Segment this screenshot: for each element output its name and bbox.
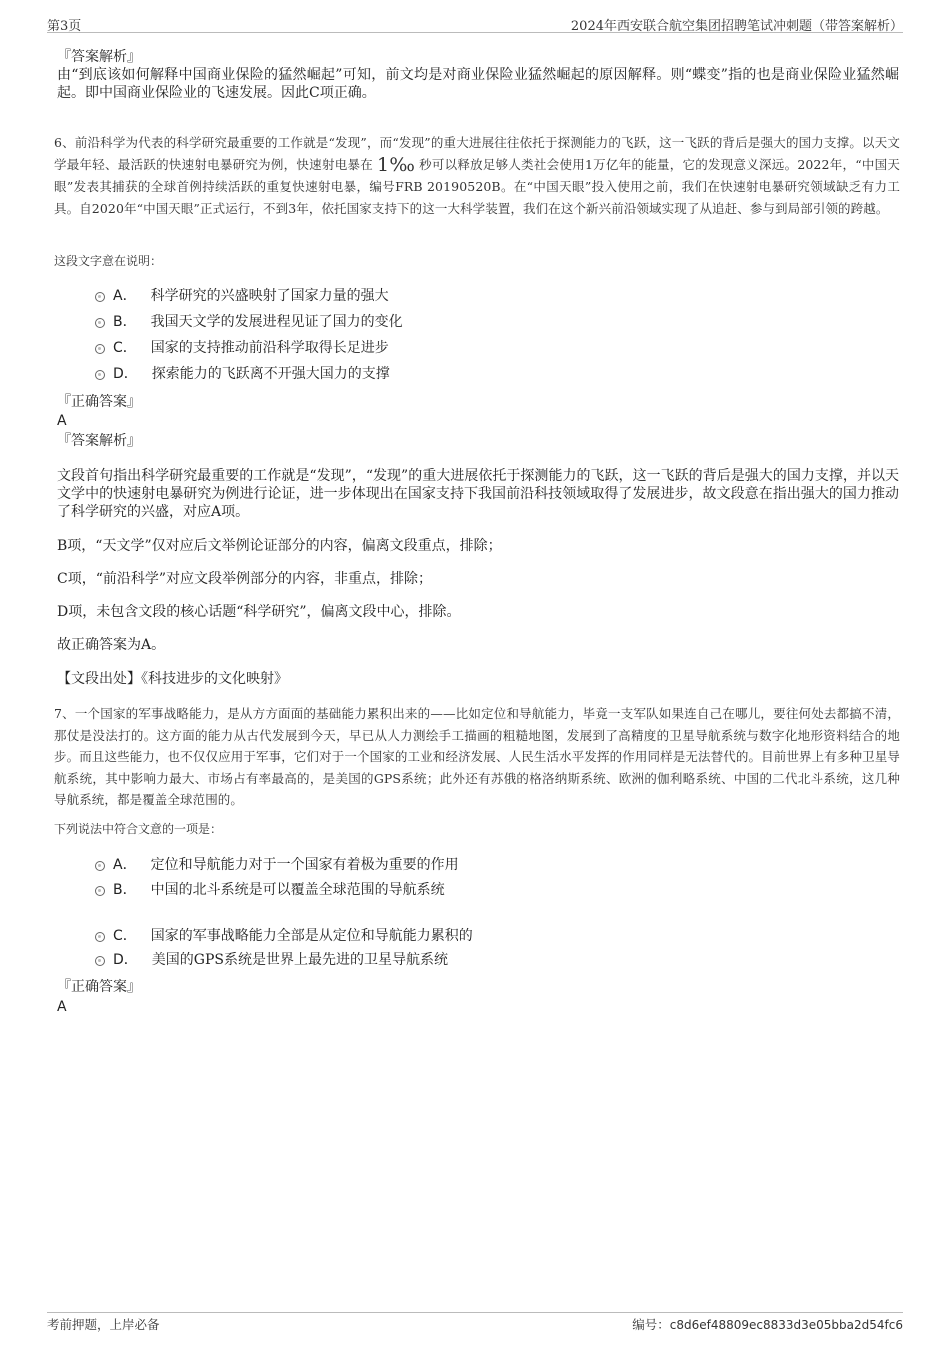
question-6-prompt: 这段文字意在说明： — [54, 254, 163, 268]
radio-icon[interactable] — [95, 861, 105, 871]
q6-analysis-para-5: 故正确答案为A。 — [57, 637, 166, 653]
q6-source: 【文段出处】《科技进步的文化映射》 — [57, 671, 288, 687]
radio-icon[interactable] — [95, 886, 105, 896]
footer-code-value: c8d6ef48809ec8833d3e05bba2d54fc6 — [669, 1318, 903, 1332]
question-7-text: 7、一个国家的军事战略能力，是从方方面面的基础能力累积出来的——比如定位和导航能力，毕竟一支军队如果连自己在哪儿，要往何处去都搞不清，那仗是没法打的。这方面的能力从古代发展到今天，早已从人力测绘手工描画的粗糙地图，发展到了高精度的卫星导航系统与数字化地形资料结合的地步。而且这些能力，也不仅仅应用于军事，它们对于一个国家的工业和经济发展、人民生活水平发挥的作用同样是无法替代的。目前世界上有多种卫星导航系统，其中影响力最大、市场占有率最高的，是美国的GPS系统；此外还有苏俄的格洛纳斯系统、欧洲的伽利略系统、中国的二代北斗系统，这几种导航系统，都是覆盖全球范围的。 — [54, 706, 900, 807]
q7-option-b[interactable]: B． 中国的北斗系统是可以覆盖全球范围的导航系统 — [95, 880, 445, 900]
q7-answer-heading: 『正确答案』 — [57, 979, 141, 995]
q6-answer-heading: 『正确答案』 — [57, 394, 141, 410]
page-number: 第3页 — [47, 19, 82, 34]
radio-icon[interactable] — [95, 932, 105, 942]
radio-icon[interactable] — [95, 370, 105, 380]
page-header — [47, 14, 903, 33]
radio-icon[interactable] — [95, 344, 105, 354]
footer-code-label: 编号： — [632, 1317, 670, 1332]
document-title: 2024年西安联合航空集团招聘笔试冲刺题（带答案解析） — [570, 19, 903, 34]
footer-code — [632, 1315, 903, 1333]
q6-analysis-heading: 『答案解析』 — [57, 433, 141, 449]
q6-option-d[interactable]: D． 探索能力的飞跃离不开强大国力的支撑 — [95, 364, 390, 384]
q6-option-a[interactable]: A． 科学研究的兴盛映射了国家力量的强大 — [95, 286, 389, 306]
q7-option-a[interactable]: A． 定位和导航能力对于一个国家有着极为重要的作用 — [95, 855, 459, 875]
question-6-text-part2: 秒可以释放足够人类社会使用1万亿年的能量，它的发现意义深远。2022年，“中国天眼”发表其捕获的全球首例持续活跃的重复快速射电暴，编号FRB 20190520B。在“中国天眼”投入使用之前，我们在快速射电暴研究领域缺乏有力工具。自2020年“中国天眼”正式运行，不到3年，依托国家支持下的这一大科学装置，我们在这个新兴前沿领域实现了从追赶、参与到局部引领的跨越。 — [54, 156, 900, 216]
question-7-prompt: 下列说法中符合文意的一项是： — [54, 822, 223, 836]
radio-icon[interactable] — [95, 318, 105, 328]
radio-icon[interactable] — [95, 956, 105, 966]
radio-icon[interactable] — [95, 292, 105, 302]
page-footer — [47, 1312, 903, 1333]
q6-analysis-para-1: 文段首句指出科学研究最重要的工作就是“发现”，“发现”的重大进展依托于探测能力的飞跃，这一飞跃的背后是强大的国力支撑，并以天文学中的快速射电暴研究为例进行论证，进一步体现出在国家支持下我国前沿科技领域取得了发展进步，故文段意在指出强大的国力推动了科学研究的兴盛，对应A项。 — [57, 468, 899, 520]
question-6-text-part1: 6、前沿科学为代表的科学研究最重要的工作就是“发现”，而“发现”的重大进展往往依托于探测能力的飞跃，这一飞跃的背后是强大的国力支撑。以天文学最年轻、最活跃的快速射电暴研究为例，快速射电暴在 — [54, 135, 900, 172]
q7-option-c[interactable]: C． 国家的军事战略能力全部是从定位和导航能力累积的 — [95, 926, 473, 946]
q6-option-c[interactable]: C． 国家的支持推动前沿科学取得长足进步 — [95, 338, 389, 358]
prev-analysis-heading: 『答案解析』 — [57, 49, 141, 65]
q7-option-d[interactable]: D． 美国的GPS系统是世界上最先进的卫星导航系统 — [95, 950, 448, 970]
q6-analysis-para-2: B项，“天文学”仅对应后文举例论证部分的内容，偏离文段重点，排除； — [57, 538, 502, 554]
footer-slogan: 考前押题，上岸必备 — [47, 1317, 160, 1332]
math-per-mille: 1‰ — [376, 153, 416, 176]
q6-option-b[interactable]: B． 我国天文学的发展进程见证了国力的变化 — [95, 312, 403, 332]
prev-analysis-text: 由“到底该如何解释中国商业保险的猛然崛起”可知，前文均是对商业保险业猛然崛起的原因解释。则“蝶变”指的也是商业保险业猛然崛起。即中国商业保险业的飞速发展。因此C项正确。 — [57, 67, 899, 101]
question-6-text — [54, 132, 900, 219]
q6-analysis-para-3: C项，“前沿科学”对应文段举例部分的内容，非重点，排除； — [57, 571, 433, 587]
q6-analysis-para-4: D项，未包含文段的核心话题“科学研究”，偏离文段中心，排除。 — [57, 604, 461, 620]
q6-answer: A — [57, 413, 67, 429]
q7-answer: A — [57, 999, 67, 1015]
